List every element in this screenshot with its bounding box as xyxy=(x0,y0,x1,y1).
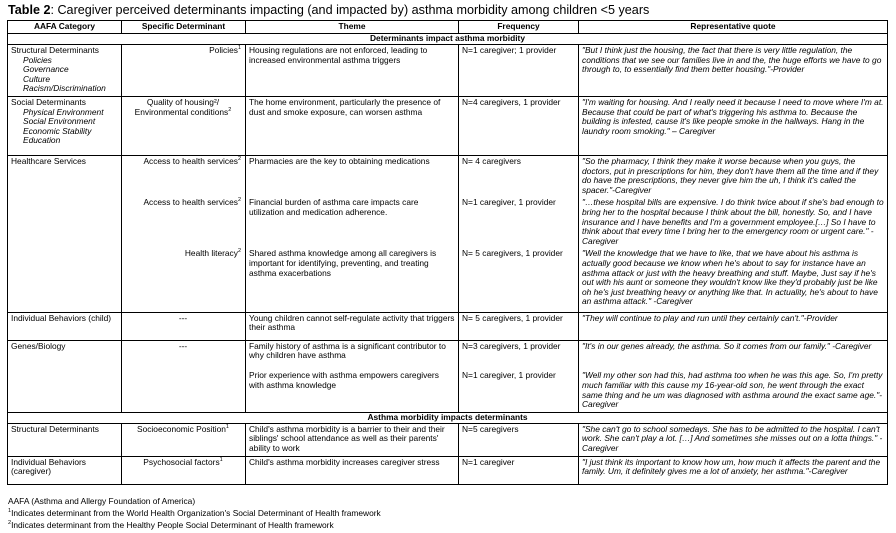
quote-cell: "It's in our genes already, the asthma. So it comes from our family." -Caregiver xyxy=(579,340,888,370)
table-title: : Caregiver perceived determinants impacting (and impacted by) asthma morbidity among children <5 years xyxy=(50,3,650,17)
quote-cell: "So the pharmacy, I think they make it worse because when you guys, the doctors, put in prescriptions for him, they don't have them all the time and if they do have the prescriptions, they never give him the uh, I think it's called the spacer."-Caregiver xyxy=(579,156,888,198)
category-cell xyxy=(8,248,122,312)
theme-cell: The home environment, particularly the presence of dust and smoke exposure, can worsen asthma xyxy=(246,97,459,156)
frequency-cell: N= 4 caregivers xyxy=(459,156,579,198)
table-row xyxy=(8,45,888,97)
section-title: Asthma morbidity impacts determinants xyxy=(8,412,888,423)
footnote-marker: 1 xyxy=(219,456,223,463)
subcategory: Economic Stability xyxy=(23,125,92,136)
determinant-cell xyxy=(122,97,246,156)
subcategory: Governance xyxy=(23,64,69,75)
frequency-cell: N= 5 caregivers, 1 provider xyxy=(459,312,579,340)
determinant-label: Health literacy xyxy=(184,248,238,259)
subcategory: Physical Environment xyxy=(23,106,104,117)
quote-cell: "Well the knowledge that we have to like, that we have about his asthma is actually good because we know when he's about to say for instance have an asthma attack or just with the heavy breathing and stuff. Maybe, Just say if he's out with his aunt or someone they wouldn't know like they'd probably just be like oh he's just breathing heavy or anything like that. In actuality, he's about to have an asthma attack." -Caregiver xyxy=(579,248,888,312)
table-row xyxy=(8,156,888,198)
category-label: Structural Determinants xyxy=(11,45,99,55)
determinant-label: Access to health services xyxy=(143,197,238,208)
footnote-abbreviation: AAFA (Asthma and Allergy Foundation of America) xyxy=(8,496,196,506)
theme-cell: Housing regulations are not enforced, leading to increased environmental asthma triggers xyxy=(246,45,459,97)
category-cell: Individual Behaviors (child) xyxy=(8,312,122,340)
quote-cell: "I'm waiting for housing. And I really need it because I need to move where I'm at. Because that could be part of what's triggering his asthma to. Because the building is infested, cause it's like people smoke in the hallways. Hang in the laundry room smoking." – Caregiver xyxy=(579,97,888,156)
table-label: Table 2 xyxy=(8,3,51,17)
table-row xyxy=(8,340,888,370)
footnote-marker: 2 xyxy=(237,197,241,204)
table-row xyxy=(8,248,888,312)
theme-cell: Child's asthma morbidity is a barrier to their and their siblings' school attendance as well as their parents' ability to work xyxy=(246,423,459,456)
frequency-cell: N=1 caregiver, 1 provider xyxy=(459,370,579,412)
footnote-2-text: Indicates determinant from the Healthy People Social Determinant of Health framework xyxy=(11,520,334,530)
category-cell: Individual Behaviors (caregiver) xyxy=(8,456,122,484)
section-title: Determinants impact asthma morbidity xyxy=(8,34,888,45)
subcategory: Racism/Discrimination xyxy=(23,83,106,94)
theme-cell: Family history of asthma is a significant contributor to why children have asthma xyxy=(246,340,459,370)
theme-cell: Prior experience with asthma empowers caregivers with asthma knowledge xyxy=(246,370,459,412)
footnote-marker: 2 xyxy=(237,248,241,255)
category-cell xyxy=(8,97,122,156)
footnote-marker: 2 xyxy=(237,156,241,163)
quote-cell: "Well my other son had this, had asthma too when he was this age. So, I'm pretty much familiar with this cause my 16-year-old son, he went through the exact same thing and he um was diagnosed with asthma around the exact same age."-Caregiver xyxy=(579,370,888,412)
col-header-determinant: Specific Determinant xyxy=(122,21,246,34)
table-row xyxy=(8,423,888,456)
category-cell: Genes/Biology xyxy=(8,340,122,370)
frequency-cell: N=1 caregiver, 1 provider xyxy=(459,197,579,248)
section-header-row xyxy=(8,412,888,423)
table-row xyxy=(8,370,888,412)
category-label: Social Determinants xyxy=(11,97,86,107)
footnote-1-marker: 1 xyxy=(8,508,12,515)
determinant-label: Quality of housing²/ Environmental conditions xyxy=(134,97,229,117)
determinant-label: Policies xyxy=(209,45,238,55)
table-row xyxy=(8,312,888,340)
subcategory: Social Environment xyxy=(23,116,96,127)
quote-cell: "…these hospital bills are expensive. I do think twice about if she's bad enough to bring her to the hospital because I think about the bill, honestly. So, and I have insurance and I have benefits and I'm a government employee.[…] So I have to think about that every time I bring her to the emergency room or urgent care." -Caregiver xyxy=(579,197,888,248)
category-cell: Structural Determinants xyxy=(8,423,122,456)
determinant-cell xyxy=(122,197,246,248)
category-cell xyxy=(8,370,122,412)
determinant-cell xyxy=(122,45,246,97)
theme-cell: Young children cannot self-regulate activity that triggers their asthma xyxy=(246,312,459,340)
theme-cell: Pharmacies are the key to obtaining medications xyxy=(246,156,459,198)
quote-cell: "They will continue to play and run until they certainly can't."-Provider xyxy=(579,312,888,340)
table-row xyxy=(8,456,888,484)
footnote-marker: 1 xyxy=(225,424,229,431)
determinant-cell xyxy=(122,456,246,484)
footnote-2 xyxy=(8,520,334,530)
subcategory: Culture xyxy=(23,73,50,84)
frequency-cell: N=5 caregivers xyxy=(459,423,579,456)
determinant-label: Access to health services xyxy=(143,156,238,166)
frequency-cell: N=4 caregivers, 1 provider xyxy=(459,97,579,156)
col-header-quote: Representative quote xyxy=(579,21,888,34)
frequency-cell: N= 5 caregivers, 1 provider xyxy=(459,248,579,312)
header-row xyxy=(8,21,888,34)
theme-cell: Shared asthma knowledge among all caregivers is important for identifying, preventing, and treating asthma exacerbations xyxy=(246,248,459,312)
col-header-theme: Theme xyxy=(246,21,459,34)
footnote-1-text: Indicates determinant from the World Health Organization's Social Determinant of Health framework xyxy=(11,508,381,518)
table-row xyxy=(8,197,888,248)
frequency-cell: N=1 caregiver; 1 provider xyxy=(459,45,579,97)
category-cell: Healthcare Services xyxy=(8,156,122,198)
footnote-marker: 1 xyxy=(237,45,241,52)
determinant-cell: --- xyxy=(122,312,246,340)
determinant-cell xyxy=(122,156,246,198)
theme-cell: Financial burden of asthma care impacts care utilization and medication adherence. xyxy=(246,197,459,248)
determinants-table xyxy=(7,20,888,485)
determinant-cell xyxy=(122,423,246,456)
determinant-cell: --- xyxy=(122,340,246,370)
quote-cell: "But I think just the housing, the fact that there is very little regulation, the conditions that we see our families live in and the, the huge efforts we have to go through to, to essentially find them better housing."-Provider xyxy=(579,45,888,97)
col-header-category: AAFA Category xyxy=(8,21,122,34)
determinant-cell xyxy=(122,370,246,412)
table-row xyxy=(8,97,888,156)
footnote-marker: 2 xyxy=(228,106,232,113)
col-header-frequency: Frequency xyxy=(459,21,579,34)
subcategory: Education xyxy=(23,135,61,146)
determinant-label: Socioeconomic Position xyxy=(137,423,226,434)
quote-cell: "She can't go to school somedays. She has to be admitted to the hospital. I can't work. She can't play a lot. […] And sometimes she misses out on a lotta things." -Caregiver xyxy=(579,423,888,456)
frequency-cell: N=3 caregivers, 1 provider xyxy=(459,340,579,370)
determinant-label: Psychosocial factors xyxy=(143,456,220,467)
section-header-row xyxy=(8,34,888,45)
quote-cell: "I just think its important to know how um, how much it affects the parent and the family. Um, it definitely gives me a lot of anxiety, her asthma."-Caregiver xyxy=(579,456,888,484)
category-cell xyxy=(8,197,122,248)
determinant-cell xyxy=(122,248,246,312)
subcategory: Policies xyxy=(23,54,52,65)
frequency-cell: N=1 caregiver xyxy=(459,456,579,484)
footnote-2-marker: 2 xyxy=(8,520,12,527)
category-cell xyxy=(8,45,122,97)
footnote-1 xyxy=(8,508,381,518)
theme-cell: Child's asthma morbidity increases caregiver stress xyxy=(246,456,459,484)
table-caption xyxy=(8,3,649,18)
